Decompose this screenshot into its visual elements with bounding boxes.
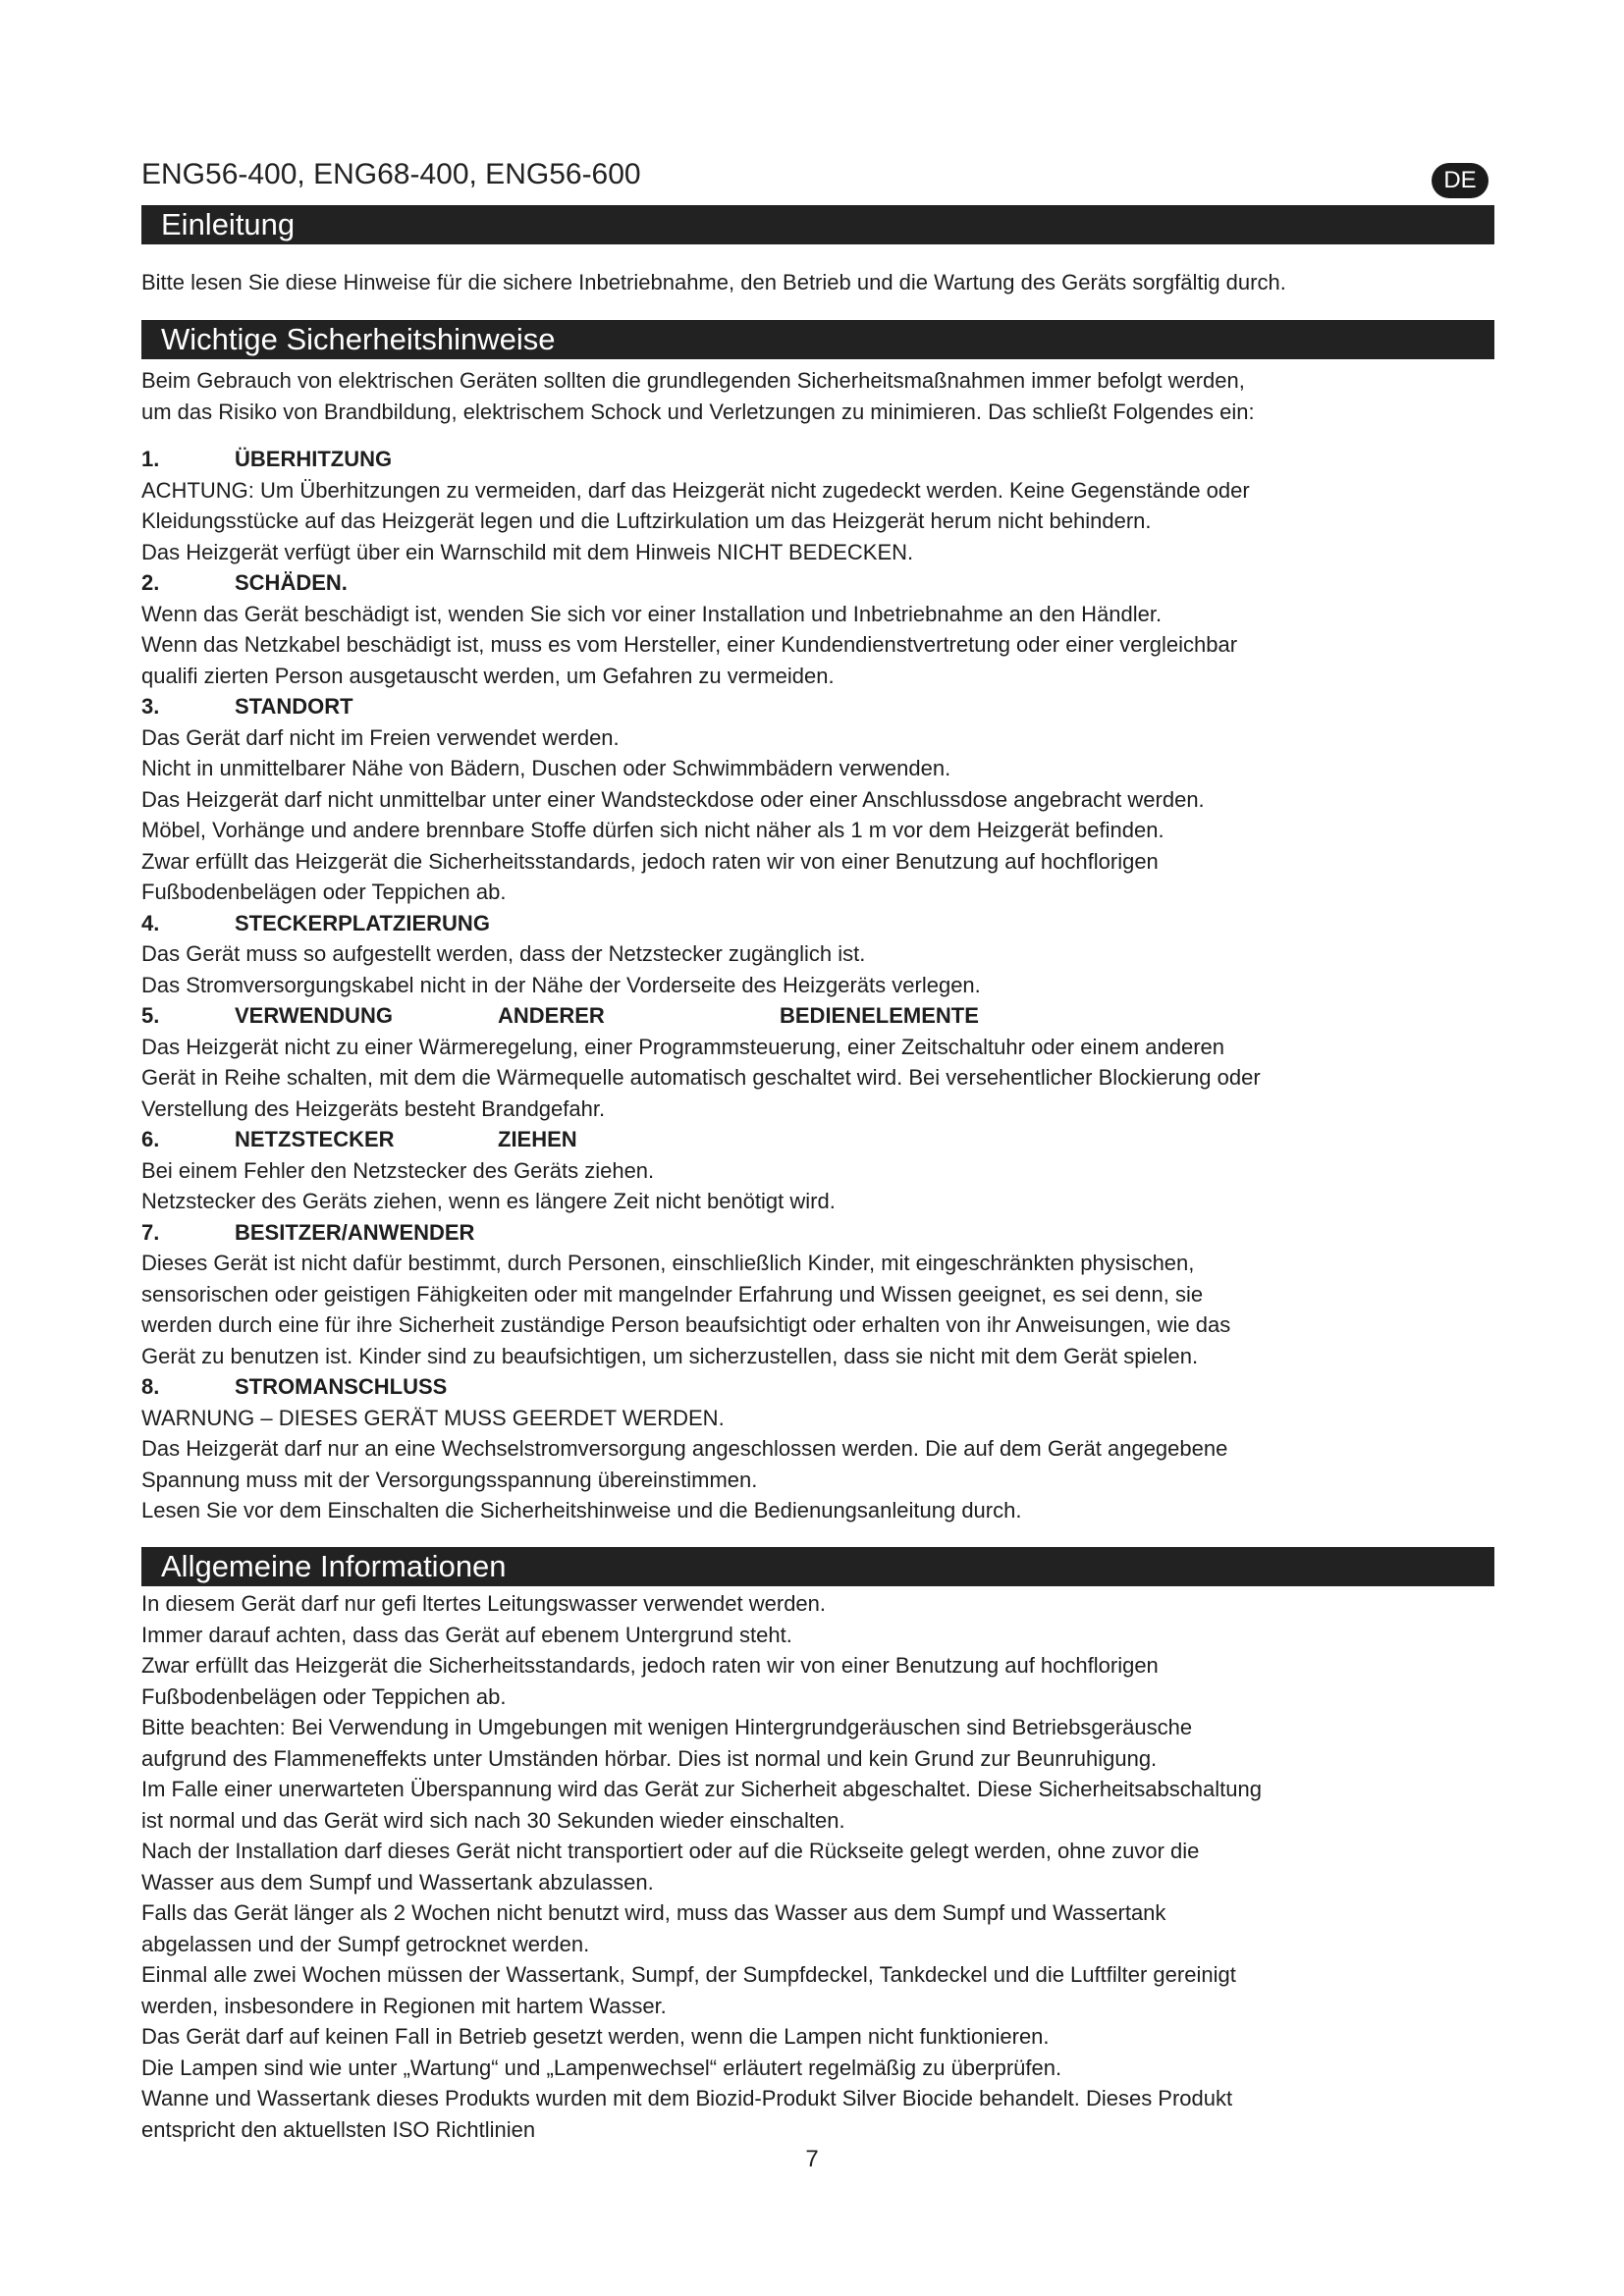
text-line: Gerät zu benutzen ist. Kinder sind zu beaufsichtigen, um sicherzustellen, dass sie nicht mit dem Gerät spielen. [141,1343,1199,1368]
section-heading-general: Allgemeine Informationen [141,1547,1494,1586]
text-line: Einmal alle zwei Wochen müssen der Wassertank, Sumpf, der Sumpfdeckel, Tankdeckel und die Luftfilter gereinigt [141,1962,1236,1987]
language-badge: DE [1432,163,1489,198]
text-line: Wenn das Gerät beschädigt ist, wenden Sie sich vor einer Installation und Inbetriebnahme an den Händler. [141,601,1163,626]
text-line: ist normal und das Gerät wird sich nach 30 Sekunden wieder einschalten. [141,1807,845,1833]
item-heading [141,1217,1506,1249]
item-heading [141,1000,1506,1032]
text-line: Wanne und Wassertank dieses Produkts wurden mit dem Biozid-Produkt Silver Biocide behandelt. Dieses Produkt [141,2086,1233,2110]
text-line: werden durch eine für ihre Sicherheit zuständige Person beaufsichtigt oder erhalten von ihr Anweisungen, wie das [141,1312,1231,1337]
text-line: Im Falle einer unerwarteten Überspannung wird das Gerät zur Sicherheit abgeschaltet. Diese Sicherheitsabschaltung [141,1777,1262,1801]
text-line: Die Lampen sind wie unter „Wartung“ und „Lampenwechsel“ erläutert regelmäßig zu überprüfen. [141,2055,1062,2080]
text-line: In diesem Gerät darf nur gefi ltertes Leitungswasser verwendet werden. [141,1591,827,1616]
item-title: VERWENDUNG [235,1003,393,1028]
text-line: Beim Gebrauch von elektrischen Geräten sollten die grundlegenden Sicherheitsmaßnahmen immer befolgt werden, [141,368,1245,393]
text-line: Bitte lesen Sie diese Hinweise für die sichere Inbetriebnahme, den Betrieb und die Wartung des Geräts sorgfältig durch. [141,270,1286,294]
text-line: qualifi zierten Person ausgetauscht werden, um Gefahren zu vermeiden. [141,663,835,688]
item-number: 4. [141,910,160,935]
text-line: ACHTUNG: Um Überhitzungen zu vermeiden, darf das Heizgerät nicht zugedeckt werden. Keine Gegenstände oder [141,477,1250,503]
item-number: 7. [141,1219,160,1245]
item-title: SCHÄDEN. [235,570,348,595]
text-line: Bei einem Fehler den Netzstecker des Geräts ziehen. [141,1157,655,1183]
text-line: Zwar erfüllt das Heizgerät die Sicherheitsstandards, jedoch raten wir von einer Benutzung auf hochflorigen [141,848,1159,874]
item-title: STECKERPLATZIERUNG [235,910,490,935]
item-number: 5. [141,1003,160,1028]
text-line: Immer darauf achten, dass das Gerät auf ebenem Untergrund steht. [141,1622,792,1647]
text-line: WARNUNG – DIESES GERÄT MUSS GEERDET WERDEN. [141,1405,725,1430]
item-heading [141,1124,1506,1155]
text-line: Das Heizgerät verfügt über ein Warnschild mit dem Hinweis NICHT BEDECKEN. [141,539,914,564]
text-line: Spannung muss mit der Versorgungsspannung übereinstimmen. [141,1467,758,1492]
item-heading [141,691,1506,722]
text-line: Netzstecker des Geräts ziehen, wenn es längere Zeit nicht benötigt wird. [141,1189,836,1213]
text-line: um das Risiko von Brandbildung, elektrischem Schock und Verletzungen zu minimieren. Das schließt Folgendes ein: [141,399,1255,424]
safety-text [141,365,1506,1526]
text-line: Bitte beachten: Bei Verwendung in Umgebungen mit wenigen Hintergrundgeräuschen sind Betriebsgeräusche [141,1715,1193,1739]
text-line: Das Heizgerät darf nur an eine Wechselstromversorgung angeschlossen werden. Die auf dem Gerät angegebene [141,1436,1228,1461]
text-line: Nach der Installation darf dieses Gerät nicht transportiert oder auf die Rückseite gelegt werden, ohne zuvor die [141,1839,1200,1863]
item-number: 2. [141,570,160,595]
text-line: Das Heizgerät nicht zu einer Wärmeregelung, einer Programmsteuerung, einer Zeitschaltuhr oder einem anderen [141,1034,1224,1059]
text-line: Nicht in unmittelbarer Nähe von Bädern, Duschen oder Schwimmbädern verwenden. [141,756,951,780]
text-line: Zwar erfüllt das Heizgerät die Sicherheitsstandards, jedoch raten wir von einer Benutzung auf hochflorigen [141,1653,1159,1678]
text-line: Möbel, Vorhänge und andere brennbare Stoffe dürfen sich nicht näher als 1 m vor dem Heizgerät befinden. [141,818,1164,842]
page-number: 7 [805,2146,819,2172]
item-number: 1. [141,447,160,471]
item-title: STROMANSCHLUSS [235,1374,448,1399]
item-title: NETZSTECKER [235,1127,395,1151]
item-number: 6. [141,1127,160,1151]
text-line: Lesen Sie vor dem Einschalten die Sicherheitshinweise und die Bedienungsanleitung durch. [141,1498,1022,1522]
safety-items [141,444,1506,1526]
text-line: Falls das Gerät länger als 2 Wochen nicht benutzt wird, muss das Wasser aus dem Sumpf und Wassertank [141,1900,1166,1925]
text-line: Verstellung des Heizgeräts besteht Brandgefahr. [141,1095,606,1121]
item-heading [141,567,1506,599]
text-line: aufgrund des Flammeneffekts unter Umständen hörbar. Dies ist normal und kein Grund zur Beunruhigung. [141,1745,1158,1771]
text-line: Das Stromversorgungskabel nicht in der Nähe der Vorderseite des Heizgeräts verlegen. [141,972,981,997]
text-line: abgelassen und der Sumpf getrocknet werden. [141,1931,590,1956]
item-heading [141,1371,1506,1403]
text-line: Das Gerät darf auf keinen Fall in Betrieb gesetzt werden, wenn die Lampen nicht funktionieren. [141,2024,1050,2049]
text-line: Wenn das Netzkabel beschädigt ist, muss es vom Hersteller, einer Kundendienstvertretung oder einer vergleichbar [141,632,1238,657]
section-heading-safety: Wichtige Sicherheitshinweise [141,320,1494,359]
general-text [141,1588,1506,2145]
item-heading [141,908,1506,939]
item-title: ÜBERHITZUNG [235,447,393,471]
text-line: entspricht den aktuellsten ISO Richtlinien [141,2116,536,2142]
text-line: Dieses Gerät ist nicht dafür bestimmt, durch Personen, einschließlich Kinder, mit eingeschränkten physischen, [141,1251,1195,1275]
item-title: ANDERER [498,1003,605,1028]
item-heading [141,444,1506,475]
text-line: sensorischen oder geistigen Fähigkeiten oder mit mangelnder Erfahrung und Wissen geeignet, es sei denn, sie [141,1281,1204,1307]
model-title: ENG56-400, ENG68-400, ENG56-600 [141,158,641,190]
text-line: Das Gerät muss so aufgestellt werden, dass der Netzstecker zugänglich ist. [141,941,866,966]
item-title: STANDORT [235,694,353,719]
text-line: Kleidungsstücke auf das Heizgerät legen und die Luftzirkulation um das Heizgerät herum nicht behindern. [141,508,1152,533]
text-line: Gerät in Reihe schalten, mit dem die Wärmequelle automatisch geschaltet wird. Bei versehentlicher Blockierung oder [141,1065,1261,1090]
item-number: 8. [141,1374,160,1399]
text-line: Fußbodenbelägen oder Teppichen ab. [141,1683,507,1709]
text-line: Fußbodenbelägen oder Teppichen ab. [141,880,507,904]
item-title: BESITZER/ANWENDER [235,1219,475,1245]
text-line: Das Heizgerät darf nicht unmittelbar unter einer Wandsteckdose oder einer Anschlussdose angebracht werden. [141,786,1205,812]
item-number: 3. [141,694,160,719]
text-line: Wasser aus dem Sumpf und Wassertank abzulassen. [141,1869,654,1895]
text-line: werden, insbesondere in Regionen mit hartem Wasser. [141,1993,667,2018]
item-title: BEDIENELEMENTE [780,1003,979,1028]
item-title: ZIEHEN [498,1127,577,1151]
intro-text [141,267,1506,298]
text-line: Das Gerät darf nicht im Freien verwendet werden. [141,724,620,750]
section-heading-intro: Einleitung [141,205,1494,244]
